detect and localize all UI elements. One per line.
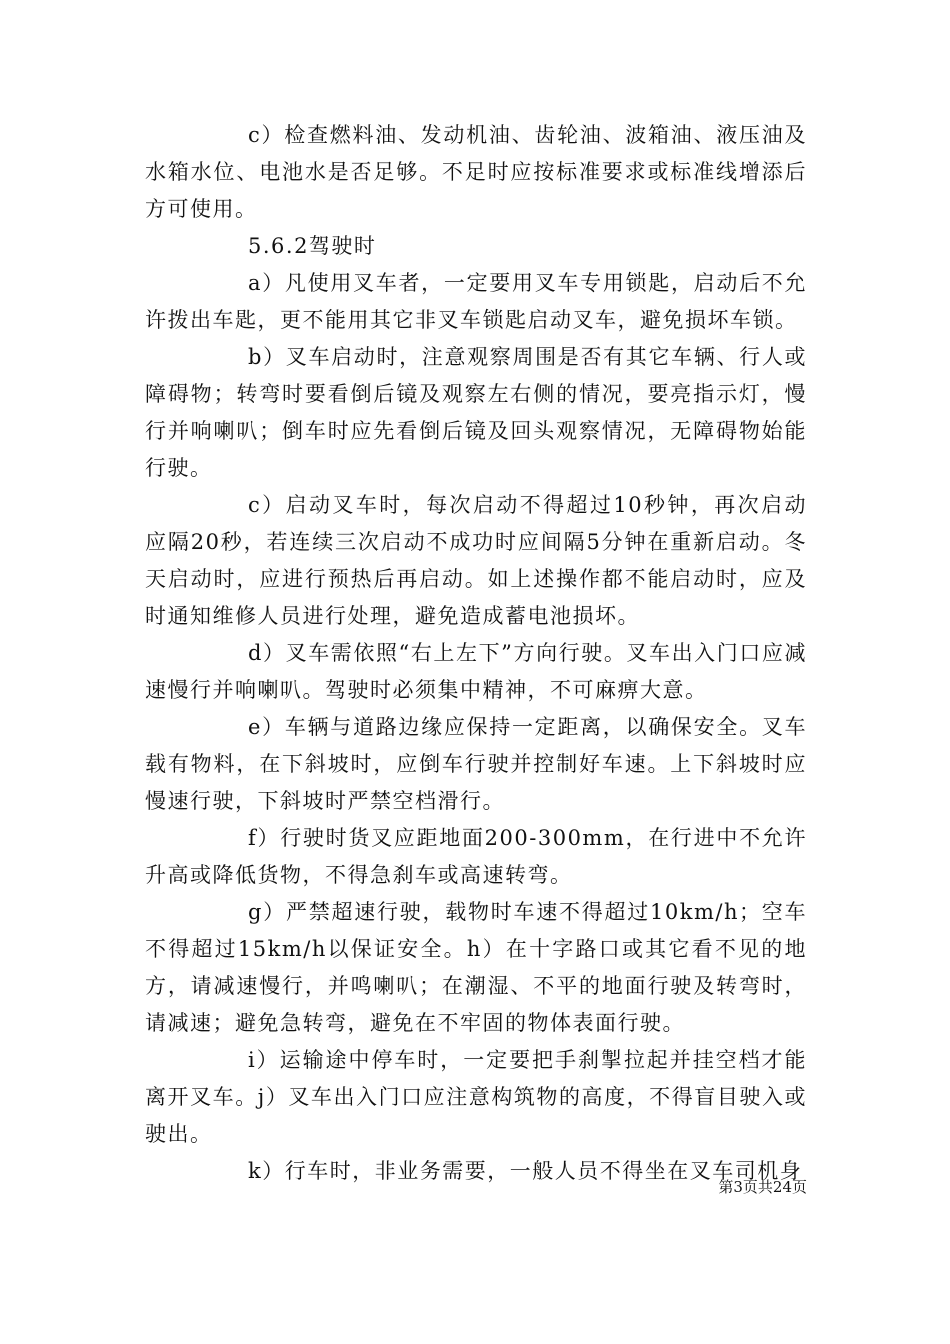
paragraph-k-passengers: k）行车时，非业务需要，一般人员不得坐在叉车司机身 <box>248 1159 803 1183</box>
section-heading-driving: 5.6.2驾驶时 <box>248 234 377 258</box>
paragraph-g-speed: g）严禁超速行驶，载物时车速不得超过10km/h；空车不得超过15km/h以保证安全。h）在十字路口或其它看不见的地方，请减速慢行，并鸣喇叭；在潮湿、不平的地面行驶及转弯时，请减速；避免急转弯，避免在不牢固的物体表面行驶。 <box>145 900 807 1035</box>
paragraph-i-parking: i）运输途中停车时，一定要把手刹掣拉起并挂空档才能离开叉车。j）叉车出入门口应注意构筑物的高度，不得盲目驶入或驶出。 <box>145 1048 807 1146</box>
paragraph-b-startup: b）叉车启动时，注意观察周围是否有其它车辆、行人或障碍物；转弯时要看倒后镜及观察左右侧的情况，要亮指示灯，慢行并响喇叭；倒车时应先看倒后镜及回头观察情况，无障碍物始能行驶。 <box>145 345 807 480</box>
paragraph-e-road-edge: e）车辆与道路边缘应保持一定距离，以确保安全。叉车载有物料，在下斜坡时，应倒车行驶并控制好车速。上下斜坡时应慢速行驶，下斜坡时严禁空档滑行。 <box>145 715 807 813</box>
paragraph-c-check-fluids: c）检查燃料油、发动机油、齿轮油、波箱油、液压油及水箱水位、电池水是否足够。不足时应按标准要求或标准线增添后方可使用。 <box>145 123 807 221</box>
paragraph-a-key: a）凡使用叉车者，一定要用叉车专用锁匙，启动后不允许拨出车匙，更不能用其它非叉车锁匙启动叉车，避免损坏车锁。 <box>145 271 807 332</box>
paragraph-d-direction: d）叉车需依照“右上左下”方向行驶。叉车出入门口应减速慢行并响喇叭。驾驶时必须集中精神，不可麻痹大意。 <box>145 641 807 702</box>
paragraph-f-fork-height: f）行驶时货叉应距地面200-300mm，在行进中不允许升高或降低货物，不得急刹车或高速转弯。 <box>145 826 807 887</box>
document-body <box>145 117 807 1190</box>
paragraph-c-starting: c）启动叉车时，每次启动不得超过10秒钟，再次启动应隔20秒，若连续三次启动不成功时应间隔5分钟在重新启动。冬天启动时，应进行预热后再启动。如上述操作都不能启动时，应及时通知维修人员进行处理，避免造成蓄电池损坏。 <box>145 493 807 628</box>
page-number: 第3页共24页 <box>718 1178 807 1196</box>
